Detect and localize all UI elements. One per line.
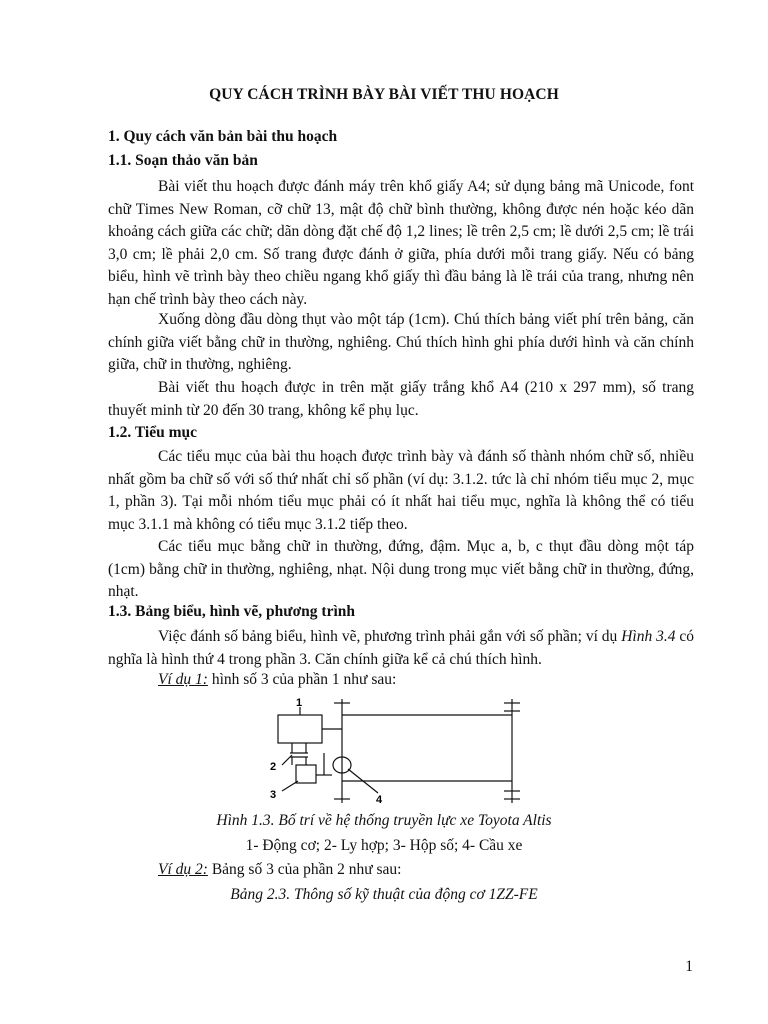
section-1-3-paragraph-1	[108, 626, 694, 671]
figure-label-1: 1	[296, 697, 303, 709]
page-number: 1	[685, 958, 693, 975]
example-2-label: Ví dụ 2:	[158, 861, 208, 878]
example-1-line	[158, 671, 396, 689]
paragraph-text: Các tiểu mục của bài thu hoạch được trình bày và đánh số thành nhóm chữ số, nhiều nhất gồm ba chữ số với số thứ nhất chỉ số phần (ví dụ: 3.1.2. tức là chỉ nhóm tiểu mục 2, mục 1, phần 3). Tại mỗi nhóm tiểu mục phải có ít nhất hai tiểu mục, nghĩa là không thể có tiểu mục 3.1.1 mà không có tiểu mục 3.1.2 tiếp theo.	[108, 448, 694, 533]
figure-reference: Hình 3.4	[621, 628, 676, 645]
figure-label-3: 3	[270, 789, 277, 801]
drivetrain-diagram	[262, 695, 552, 807]
example-2-text: Bảng số 3 của phần 2 như sau:	[207, 861, 402, 878]
paragraph-text: Việc đánh số bảng biểu, hình vẽ, phương trình phải gắn với số phần; ví dụ	[158, 628, 622, 645]
section-1-heading: 1. Quy cách văn bản bài thu hoạch	[108, 128, 338, 145]
figure-caption: Hình 1.3. Bố trí về hệ thống truyền lực xe Toyota Altis	[216, 812, 552, 829]
section-1-1-heading: 1.1. Soạn thảo văn bản	[108, 152, 258, 169]
example-1-text: hình số 3 của phần 1 như sau:	[207, 671, 397, 688]
paragraph-text: Các tiểu mục bằng chữ in thường, đứng, đậm. Mục a, b, c thụt đầu dòng một táp (1cm) bằng chữ in thường, nghiêng, nhạt. Nội dung trong mục viết bằng chữ in thường, đứng, nhạt.	[108, 538, 694, 600]
section-1-1-paragraph-1	[108, 176, 694, 311]
gearbox-block	[296, 765, 316, 783]
table-caption: Bảng 2.3. Thông số kỹ thuật của động cơ 1ZZ-FE	[230, 886, 538, 903]
section-1-2-heading: 1.2. Tiểu mục	[108, 424, 197, 441]
paragraph-text: có nghĩa là hình thứ 4 trong phần 3. Căn chính giữa kể cả chú thích hình.	[108, 628, 694, 668]
example-2-line	[158, 861, 401, 879]
example-1-label: Ví dụ 1:	[158, 671, 208, 688]
paragraph-text: Bài viết thu hoạch được in trên mặt giấy trắng khổ A4 (210 x 297 mm), số trang thuyết minh từ 20 đến 30 trang, không kể phụ lục.	[108, 379, 694, 419]
section-1-2-paragraph-2	[108, 536, 694, 604]
section-1-3-heading: 1.3. Bảng biểu, hình vẽ, phương trình	[108, 603, 356, 620]
paragraph-text: Bài viết thu hoạch được đánh máy trên khổ giấy A4; sử dụng bảng mã Unicode, font chữ Times New Roman, cỡ chữ 13, mật độ chữ bình thường, không được nén hoặc kéo dãn khoảng cách giữa các chữ; dãn dòng đặt chế độ 1,2 lines; lề trên 2,5 cm; lề dưới 2,5 cm; lề trái 3,0 cm; lề phải 2,0 cm. Số trang được đánh ở giữa, phía dưới mỗi trang giấy. Nếu có bảng biểu, hình vẽ trình bày theo chiều ngang khổ giấy thì đầu bảng là lề trái của trang, nhưng nên hạn chế trình bày theo cách này.	[108, 178, 694, 308]
section-1-1-paragraph-3	[108, 377, 694, 422]
figure-label-2: 2	[270, 761, 277, 773]
figure-label-4: 4	[376, 794, 383, 806]
section-1-2-paragraph-1	[108, 446, 694, 536]
page-title: QUY CÁCH TRÌNH BÀY BÀI VIẾT THU HOẠCH	[209, 86, 559, 103]
engine-block	[278, 715, 322, 743]
section-1-1-paragraph-2	[108, 309, 694, 377]
paragraph-text: Xuống dòng đầu dòng thụt vào một táp (1cm). Chú thích bảng viết phí trên bảng, căn chính giữa viết bằng chữ in thường, nghiêng. Chú thích hình ghi phía dưới hình và căn chính giữa, chữ in thường, nghiêng.	[108, 311, 694, 373]
figure-legend: 1- Động cơ; 2- Ly hợp; 3- Hộp số; 4- Cầu xe	[245, 837, 523, 854]
